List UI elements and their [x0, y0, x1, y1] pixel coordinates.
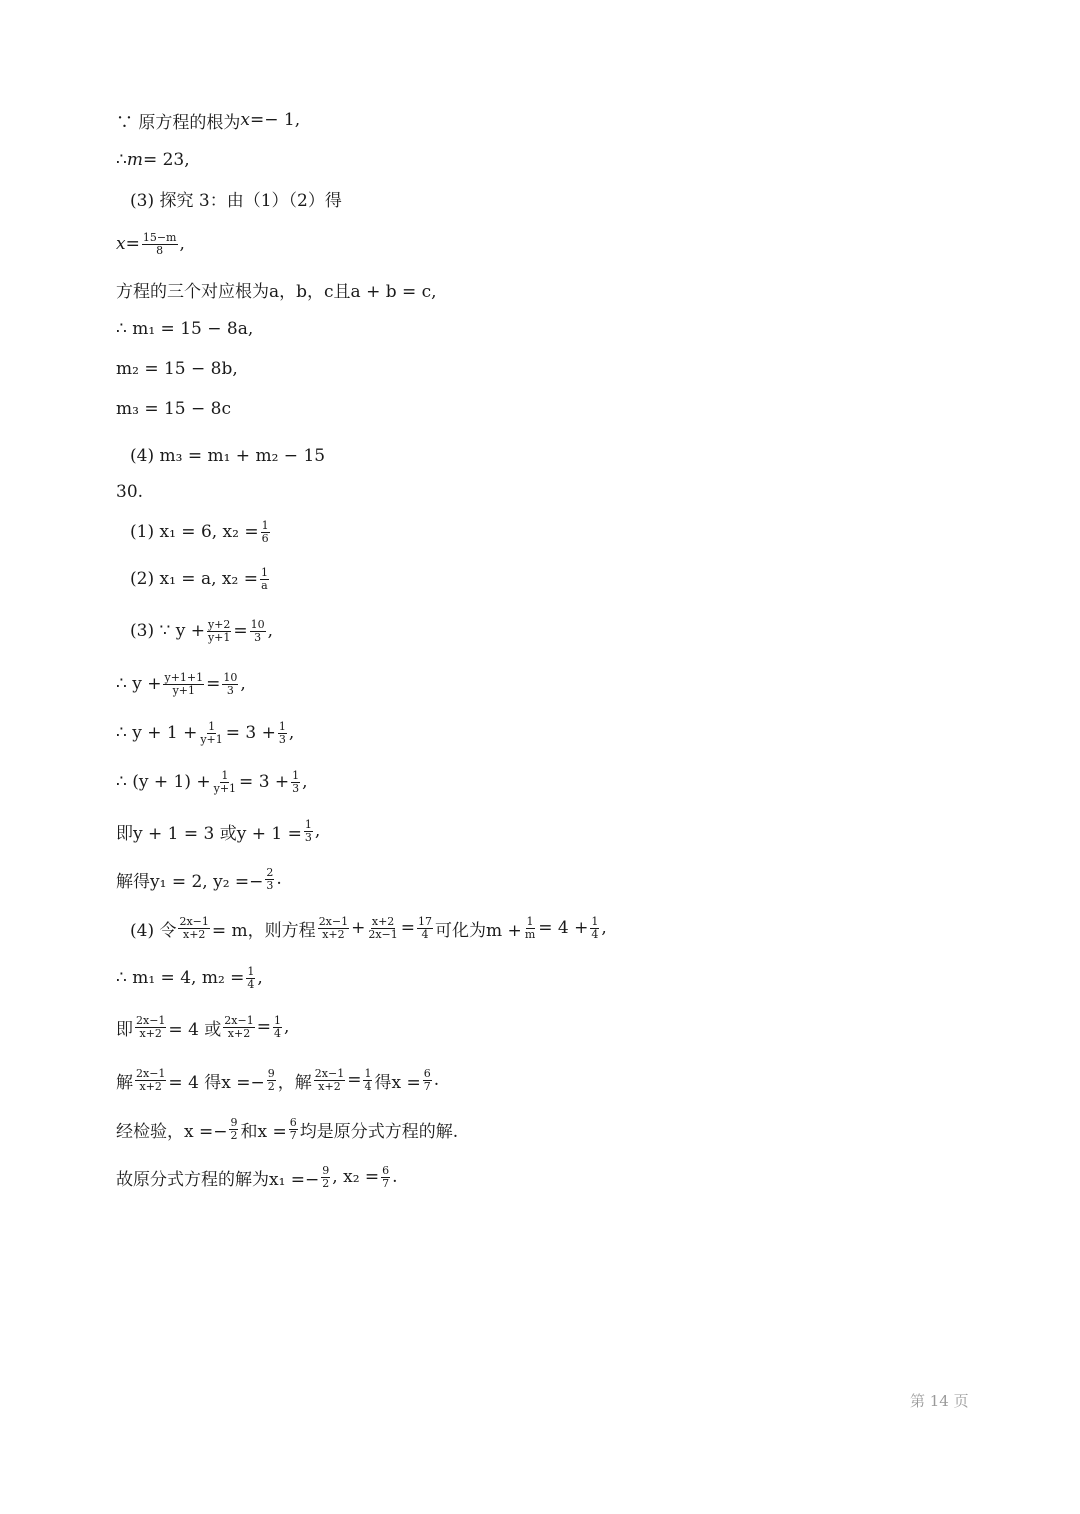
denominator: 2 [267, 1079, 275, 1093]
text-line [116, 353, 238, 385]
text: 即 [116, 1019, 133, 1040]
text: + [351, 918, 366, 938]
text: = [206, 674, 221, 694]
fraction [250, 619, 266, 644]
text: = [400, 918, 416, 938]
text: 方程的三个对应根为a，b，c且a + b = c, [116, 281, 437, 302]
text-line [116, 144, 190, 176]
fraction [417, 916, 433, 941]
text: m [126, 150, 143, 170]
fraction [524, 916, 536, 941]
numerator: 1 [304, 817, 312, 831]
text-line [116, 1161, 398, 1193]
text: ∴ y + [116, 674, 162, 694]
fraction [291, 770, 300, 795]
text: ∵ 原方程的根为 [116, 112, 241, 133]
text-line [116, 717, 294, 749]
denominator: 3 [292, 781, 300, 795]
text: x [116, 234, 126, 254]
numerator: 2 [266, 865, 274, 879]
denominator: m [524, 927, 536, 941]
fraction [261, 520, 270, 545]
fraction [363, 1068, 372, 1093]
numerator: x+2 [371, 914, 395, 928]
text: (4) 令 [130, 920, 177, 941]
text: m₃ = 15 − 8c [116, 399, 232, 419]
text-line [116, 668, 246, 700]
fraction [199, 721, 223, 746]
denominator: 4 [421, 927, 429, 941]
denominator: 3 [266, 878, 274, 892]
text-line [116, 273, 437, 305]
denominator: x+2 [139, 1026, 162, 1040]
numerator: 9 [230, 1115, 238, 1129]
numerator: 2x−1 [136, 1013, 166, 1027]
text-line [130, 516, 272, 548]
fraction [304, 819, 313, 844]
text: = [233, 621, 248, 641]
text: , [302, 772, 308, 792]
fraction [381, 1165, 390, 1190]
fraction [207, 619, 231, 644]
numerator: 1 [591, 914, 599, 928]
fraction [321, 1165, 330, 1190]
denominator: x+2 [139, 1079, 162, 1093]
denominator: 7 [289, 1128, 297, 1142]
text: = 4 或 [168, 1019, 222, 1040]
text: 经检验，x =− [116, 1121, 228, 1142]
text: 可化为m + [435, 920, 522, 941]
denominator: 4 [364, 1079, 372, 1093]
fraction [135, 1015, 166, 1040]
denominator: 4 [591, 927, 599, 941]
text: ∴ m₁ = 15 − 8a, [116, 319, 254, 339]
text: = 4 得x =− [168, 1072, 265, 1093]
numerator: 10 [223, 670, 238, 684]
text-line [130, 563, 271, 595]
text: = 3 + [225, 723, 276, 743]
fraction [278, 721, 287, 746]
text: 解 [116, 1072, 133, 1093]
fraction [223, 1015, 254, 1040]
text: (3) 探究 3：由（1）（2）得 [130, 190, 342, 211]
numerator: 2x−1 [314, 1066, 345, 1080]
fraction [260, 567, 269, 592]
text: , [257, 968, 263, 988]
denominator: 8 [156, 243, 164, 257]
denominator: 2 [322, 1176, 330, 1190]
text: = 4 + [538, 918, 589, 938]
numerator: 1 [260, 565, 268, 579]
fraction [178, 916, 209, 941]
numerator: 2x−1 [224, 1013, 254, 1027]
denominator: 3 [254, 630, 262, 644]
text: , [240, 674, 246, 694]
denominator: 7 [382, 1176, 390, 1190]
denominator: x+2 [227, 1026, 251, 1040]
numerator: 9 [267, 1066, 275, 1080]
fraction [267, 1068, 276, 1093]
question-number: 30. [116, 482, 144, 502]
denominator: 6 [261, 531, 269, 545]
text-line [116, 1011, 289, 1043]
denominator: 4 [273, 1026, 281, 1040]
text: m₂ = 15 − 8b, [116, 359, 238, 379]
numerator: 15−m [142, 230, 177, 244]
text: , [288, 723, 295, 743]
fraction [367, 916, 398, 941]
text: ∴ (y + 1) + [116, 772, 211, 792]
denominator: 4 [247, 977, 255, 991]
numerator: 1 [273, 1013, 281, 1027]
text-line [116, 1064, 439, 1096]
text: . [433, 1070, 440, 1090]
text: 故原分式方程的解为x₁ =− [116, 1169, 320, 1190]
text: ∴ m₁ = 4, m₂ = [116, 968, 245, 988]
numerator: 17 [418, 914, 433, 928]
denominator: 3 [226, 683, 234, 697]
text: . [392, 1167, 398, 1187]
numerator: 1 [221, 768, 229, 782]
text: , [601, 918, 607, 938]
text: . [276, 869, 282, 889]
text: = 3 + [239, 772, 290, 792]
text: 即y + 1 = 3 或y + 1 = [116, 823, 302, 844]
denominator: a [261, 578, 268, 592]
text: , [267, 621, 274, 641]
text: ∴ y + 1 + [116, 723, 198, 743]
denominator: y+1 [200, 732, 223, 746]
numerator: 6 [289, 1115, 297, 1129]
denominator: 7 [423, 1079, 431, 1093]
text-line [116, 393, 231, 425]
numerator: 2x−1 [318, 914, 349, 928]
text: = m，则方程 [211, 920, 316, 941]
text-line [116, 1113, 458, 1145]
denominator: y+1 [213, 781, 237, 795]
text: 得x = [374, 1072, 421, 1093]
fraction [273, 1015, 282, 1040]
fraction [265, 867, 274, 892]
numerator: 6 [423, 1066, 431, 1080]
denominator: 3 [304, 830, 312, 844]
denominator: 2 [230, 1128, 238, 1142]
text-line [130, 912, 607, 944]
text: x [240, 110, 250, 130]
denominator: x+2 [322, 927, 345, 941]
denominator: y+1 [207, 630, 231, 644]
fraction [142, 232, 178, 257]
numerator: 1 [292, 768, 300, 782]
text-line [116, 313, 253, 345]
numerator: 9 [322, 1163, 330, 1177]
numerator: 6 [382, 1163, 390, 1177]
denominator: 3 [278, 732, 286, 746]
numerator: 1 [526, 914, 534, 928]
numerator: y+2 [207, 617, 231, 631]
numerator: 1 [261, 518, 269, 532]
text-line [116, 476, 143, 508]
text: = 23, [142, 150, 190, 170]
numerator: 2x−1 [179, 914, 209, 928]
text: 均是原分式方程的解. [299, 1121, 459, 1142]
text: =− 1, [250, 110, 301, 130]
denominator: y+1 [172, 683, 196, 697]
text: , [283, 1017, 290, 1037]
text: 解得y₁ = 2, y₂ =− [116, 871, 264, 892]
fraction [423, 1068, 432, 1093]
text-line [130, 182, 342, 214]
numerator: y+1+1 [164, 670, 204, 684]
fraction [590, 916, 599, 941]
fraction [289, 1117, 298, 1142]
text: ∴ [116, 150, 127, 170]
fraction [163, 672, 204, 697]
text-line [116, 815, 320, 847]
fraction [246, 966, 255, 991]
numerator: 1 [208, 719, 216, 733]
text: ，解 [277, 1072, 312, 1093]
text: = [256, 1017, 271, 1037]
text-line [116, 228, 185, 260]
fraction [213, 770, 237, 795]
text: = [347, 1070, 362, 1090]
text-line [130, 440, 325, 472]
numerator: 10 [250, 617, 265, 631]
fraction [314, 1068, 345, 1093]
numerator: 1 [278, 719, 286, 733]
fraction [229, 1117, 238, 1142]
text: (4) m₃ = m₁ + m₂ − 15 [130, 446, 326, 466]
text: (3) ∵ y + [130, 621, 205, 641]
denominator: 2x−1 [368, 927, 398, 941]
text-line [116, 104, 300, 136]
text: 和x = [240, 1121, 287, 1142]
text: , x₂ = [332, 1167, 380, 1187]
numerator: 1 [247, 964, 255, 978]
denominator: x+2 [182, 927, 206, 941]
fraction [318, 916, 349, 941]
page-number: 第 14 页 [910, 1392, 969, 1410]
text-line [116, 766, 308, 798]
denominator: x+2 [318, 1079, 341, 1093]
text-line [116, 962, 263, 994]
numerator: 2x−1 [136, 1066, 166, 1080]
text: , [314, 821, 321, 841]
text: (1) x₁ = 6, x₂ = [130, 522, 259, 542]
text: = [125, 234, 140, 254]
text: (2) x₁ = a, x₂ = [130, 569, 258, 589]
text-line [130, 615, 273, 647]
text: , [179, 234, 185, 254]
text-line [116, 863, 282, 895]
fraction [135, 1068, 166, 1093]
numerator: 1 [364, 1066, 372, 1080]
fraction [222, 672, 238, 697]
